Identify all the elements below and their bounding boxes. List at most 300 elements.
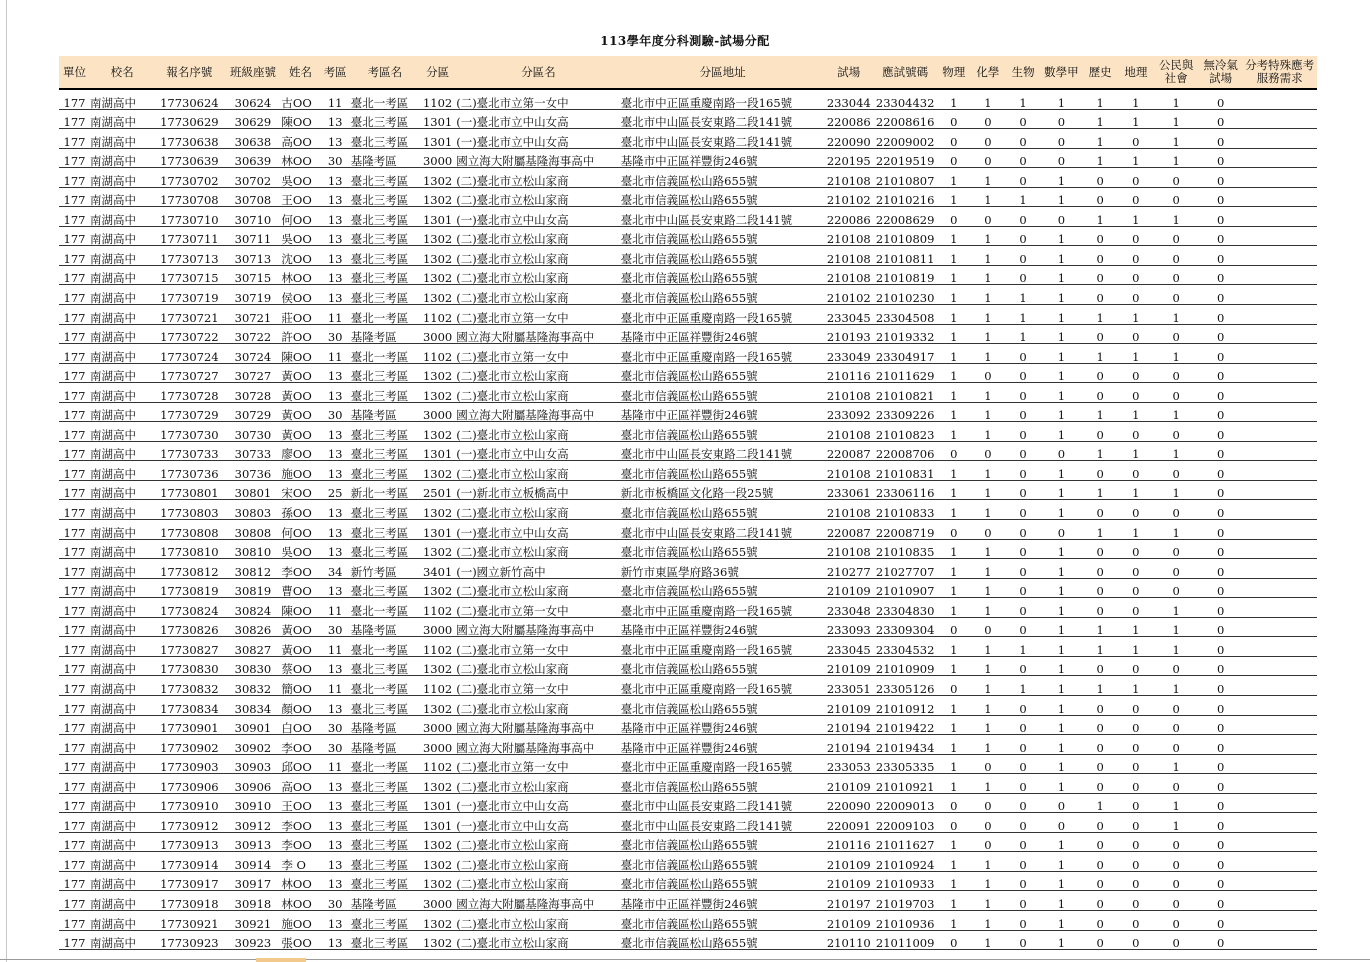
header-physics: 物理	[937, 56, 970, 89]
cell-physics: 1	[937, 305, 970, 325]
cell-chemistry: 1	[970, 344, 1005, 364]
table-row	[59, 363, 1317, 383]
cell-school: 南湖高中	[90, 852, 154, 872]
cell-class-seat: 30819	[225, 578, 282, 598]
cell-math-a: 1	[1041, 500, 1082, 520]
cell-exam-room: 233048	[824, 598, 873, 618]
cell-special-service	[1242, 832, 1317, 852]
header-no-ac-room: 無冷氣試場	[1199, 56, 1242, 89]
cell-district-name: (一)臺北市立中山女高	[456, 441, 620, 461]
cell-registration-no: 17730901	[154, 715, 224, 735]
cell-exam-room: 220090	[824, 793, 873, 813]
cell-unit: 177	[59, 265, 90, 285]
cell-special-service	[1242, 324, 1317, 344]
cell-chemistry: 1	[970, 89, 1005, 109]
cell-special-service	[1242, 89, 1317, 109]
cell-school: 南湖高中	[90, 637, 154, 657]
cell-biology: 0	[1006, 148, 1041, 168]
cell-no-ac-room: 0	[1199, 168, 1242, 188]
table-row	[59, 207, 1317, 227]
cell-special-service	[1242, 754, 1317, 774]
cell-special-service	[1242, 129, 1317, 149]
cell-registration-no: 17730803	[154, 500, 224, 520]
cell-civics: 0	[1153, 461, 1199, 481]
table-row	[59, 246, 1317, 266]
table-row	[59, 520, 1317, 540]
cell-unit: 177	[59, 774, 90, 794]
cell-unit: 177	[59, 617, 90, 637]
cell-exam-region: 13	[320, 246, 351, 266]
cell-exam-region: 13	[320, 129, 351, 149]
cell-physics: 1	[937, 852, 970, 872]
cell-special-service	[1242, 774, 1317, 794]
cell-history: 0	[1082, 715, 1118, 735]
cell-district-address: 臺北市信義區松山路655號	[621, 168, 825, 188]
cell-class-seat: 30914	[225, 852, 282, 872]
cell-no-ac-room: 0	[1199, 637, 1242, 657]
cell-physics: 1	[937, 168, 970, 188]
cell-district-name: (一)臺北市立中山女高	[456, 520, 620, 540]
cell-class-seat: 30826	[225, 617, 282, 637]
cell-name: 陳OO	[281, 598, 319, 618]
cell-exam-room: 210108	[824, 461, 873, 481]
cell-math-a: 1	[1041, 344, 1082, 364]
cell-history: 1	[1082, 148, 1118, 168]
cell-district: 1302	[419, 500, 456, 520]
cell-district-address: 臺北市信義區松山路655號	[621, 695, 825, 715]
table-row	[59, 930, 1317, 950]
cell-district-address: 臺北市中正區重慶南路一段165號	[621, 305, 825, 325]
cell-school: 南湖高中	[90, 793, 154, 813]
cell-exam-room: 210108	[824, 246, 873, 266]
cell-no-ac-room: 0	[1199, 363, 1242, 383]
cell-district: 1301	[419, 109, 456, 129]
cell-civics: 1	[1153, 754, 1199, 774]
cell-physics: 1	[937, 285, 970, 305]
cell-exam-room: 210109	[824, 695, 873, 715]
cell-school: 南湖高中	[90, 207, 154, 227]
cell-exam-region-name: 基隆考區	[351, 148, 419, 168]
cell-district: 1102	[419, 305, 456, 325]
cell-civics: 0	[1153, 422, 1199, 442]
cell-exam-number: 23304830	[873, 598, 937, 618]
table-row	[59, 324, 1317, 344]
cell-biology: 0	[1006, 578, 1041, 598]
cell-district: 1302	[419, 832, 456, 852]
cell-history: 1	[1082, 793, 1118, 813]
cell-exam-region: 30	[320, 617, 351, 637]
exam-assignment-table	[59, 56, 1317, 950]
cell-class-seat: 30923	[225, 930, 282, 950]
cell-unit: 177	[59, 324, 90, 344]
cell-history: 0	[1082, 285, 1118, 305]
cell-special-service	[1242, 344, 1317, 364]
header-exam-number: 應試號碼	[873, 56, 937, 89]
cell-history: 0	[1082, 695, 1118, 715]
cell-class-seat: 30719	[225, 285, 282, 305]
cell-history: 0	[1082, 910, 1118, 930]
cell-unit: 177	[59, 793, 90, 813]
cell-unit: 177	[59, 187, 90, 207]
cell-civics: 0	[1153, 324, 1199, 344]
cell-district-address: 臺北市中正區重慶南路一段165號	[621, 754, 825, 774]
cell-chemistry: 1	[970, 852, 1005, 872]
cell-physics: 1	[937, 89, 970, 109]
cell-geography: 1	[1118, 617, 1153, 637]
cell-geography: 0	[1118, 832, 1153, 852]
header-district-name: 分區名	[456, 56, 620, 89]
cell-biology: 0	[1006, 500, 1041, 520]
cell-exam-region: 13	[320, 813, 351, 833]
cell-exam-region: 13	[320, 207, 351, 227]
cell-unit: 177	[59, 89, 90, 109]
cell-history: 0	[1082, 656, 1118, 676]
cell-exam-room: 233053	[824, 754, 873, 774]
cell-exam-room: 233092	[824, 402, 873, 422]
header-civics: 公民與社會	[1153, 56, 1199, 89]
cell-chemistry: 1	[970, 285, 1005, 305]
cell-math-a: 1	[1041, 285, 1082, 305]
cell-class-seat: 30715	[225, 265, 282, 285]
cell-exam-number: 21011627	[873, 832, 937, 852]
cell-exam-room: 233051	[824, 676, 873, 696]
cell-name: 吳OO	[281, 539, 319, 559]
cell-district-name: (二)臺北市立松山家商	[456, 656, 620, 676]
cell-exam-room: 210108	[824, 168, 873, 188]
cell-geography: 0	[1118, 363, 1153, 383]
cell-civics: 0	[1153, 168, 1199, 188]
cell-school: 南湖高中	[90, 285, 154, 305]
cell-geography: 0	[1118, 383, 1153, 403]
cell-chemistry: 0	[970, 793, 1005, 813]
cell-math-a: 1	[1041, 656, 1082, 676]
sheet-tab-marker	[256, 958, 306, 962]
cell-registration-no: 17730722	[154, 324, 224, 344]
cell-district: 3000	[419, 891, 456, 911]
cell-geography: 0	[1118, 930, 1153, 950]
cell-district-address: 臺北市信義區松山路655號	[621, 422, 825, 442]
cell-geography: 1	[1118, 344, 1153, 364]
cell-school: 南湖高中	[90, 344, 154, 364]
table-row	[59, 383, 1317, 403]
cell-chemistry: 1	[970, 480, 1005, 500]
cell-special-service	[1242, 422, 1317, 442]
cell-school: 南湖高中	[90, 676, 154, 696]
cell-exam-room: 210277	[824, 559, 873, 579]
cell-district: 1302	[419, 187, 456, 207]
cell-exam-region: 13	[320, 109, 351, 129]
cell-math-a: 1	[1041, 774, 1082, 794]
cell-exam-region-name: 臺北三考區	[351, 852, 419, 872]
cell-registration-no: 17730801	[154, 480, 224, 500]
cell-physics: 1	[937, 637, 970, 657]
cell-district: 1102	[419, 344, 456, 364]
cell-class-seat: 30910	[225, 793, 282, 813]
page-left-edge	[6, 0, 7, 962]
cell-chemistry: 1	[970, 246, 1005, 266]
cell-district: 1302	[419, 285, 456, 305]
cell-physics: 1	[937, 559, 970, 579]
cell-exam-number: 21010924	[873, 852, 937, 872]
cell-district-name: (二)臺北市立松山家商	[456, 285, 620, 305]
cell-biology: 0	[1006, 852, 1041, 872]
cell-chemistry: 1	[970, 735, 1005, 755]
cell-unit: 177	[59, 109, 90, 129]
cell-school: 南湖高中	[90, 617, 154, 637]
cell-no-ac-room: 0	[1199, 402, 1242, 422]
cell-exam-region-name: 臺北三考區	[351, 910, 419, 930]
cell-name: 黃OO	[281, 402, 319, 422]
cell-civics: 1	[1153, 305, 1199, 325]
cell-physics: 1	[937, 461, 970, 481]
cell-registration-no: 17730808	[154, 520, 224, 540]
cell-name: 簡OO	[281, 676, 319, 696]
cell-no-ac-room: 0	[1199, 578, 1242, 598]
cell-district-name: (二)臺北市立松山家商	[456, 539, 620, 559]
cell-name: 黃OO	[281, 383, 319, 403]
cell-biology: 0	[1006, 910, 1041, 930]
table-row	[59, 344, 1317, 364]
cell-registration-no: 17730826	[154, 617, 224, 637]
cell-exam-room: 233045	[824, 637, 873, 657]
cell-special-service	[1242, 852, 1317, 872]
cell-special-service	[1242, 461, 1317, 481]
cell-exam-number: 21010907	[873, 578, 937, 598]
cell-civics: 1	[1153, 441, 1199, 461]
cell-district: 1302	[419, 539, 456, 559]
cell-exam-number: 21010921	[873, 774, 937, 794]
cell-physics: 1	[937, 578, 970, 598]
cell-school: 南湖高中	[90, 500, 154, 520]
cell-class-seat: 30638	[225, 129, 282, 149]
table-row	[59, 774, 1317, 794]
cell-physics: 0	[937, 441, 970, 461]
table-row	[59, 891, 1317, 911]
cell-biology: 0	[1006, 402, 1041, 422]
header-exam-region-name: 考區名	[351, 56, 419, 89]
cell-special-service	[1242, 168, 1317, 188]
cell-exam-region: 13	[320, 168, 351, 188]
cell-school: 南湖高中	[90, 109, 154, 129]
cell-exam-room: 210108	[824, 500, 873, 520]
cell-math-a: 0	[1041, 793, 1082, 813]
cell-exam-room: 210102	[824, 285, 873, 305]
cell-exam-number: 21010823	[873, 422, 937, 442]
cell-chemistry: 1	[970, 598, 1005, 618]
cell-unit: 177	[59, 715, 90, 735]
cell-exam-region-name: 臺北三考區	[351, 226, 419, 246]
cell-chemistry: 0	[970, 832, 1005, 852]
cell-exam-region-name: 新竹考區	[351, 559, 419, 579]
cell-math-a: 1	[1041, 461, 1082, 481]
table-body	[59, 89, 1317, 950]
cell-chemistry: 1	[970, 871, 1005, 891]
cell-history: 0	[1082, 168, 1118, 188]
cell-district: 1302	[419, 656, 456, 676]
cell-exam-region-name: 臺北一考區	[351, 598, 419, 618]
cell-geography: 0	[1118, 852, 1153, 872]
cell-math-a: 1	[1041, 852, 1082, 872]
cell-physics: 0	[937, 793, 970, 813]
cell-math-a: 1	[1041, 617, 1082, 637]
page-bottom-edge	[0, 959, 1370, 960]
cell-math-a: 1	[1041, 891, 1082, 911]
cell-unit: 177	[59, 441, 90, 461]
cell-no-ac-room: 0	[1199, 89, 1242, 109]
cell-registration-no: 17730710	[154, 207, 224, 227]
cell-exam-region: 11	[320, 89, 351, 109]
cell-history: 0	[1082, 363, 1118, 383]
cell-exam-region: 13	[320, 383, 351, 403]
cell-unit: 177	[59, 598, 90, 618]
cell-exam-region: 13	[320, 461, 351, 481]
cell-exam-region-name: 臺北三考區	[351, 695, 419, 715]
header-special-service: 分考特殊應考服務需求	[1242, 56, 1317, 89]
cell-district-address: 臺北市信義區松山路655號	[621, 187, 825, 207]
cell-exam-region: 13	[320, 930, 351, 950]
cell-unit: 177	[59, 754, 90, 774]
cell-geography: 1	[1118, 207, 1153, 227]
cell-chemistry: 0	[970, 520, 1005, 540]
cell-exam-region: 11	[320, 598, 351, 618]
cell-exam-region: 13	[320, 910, 351, 930]
cell-civics: 1	[1153, 617, 1199, 637]
cell-civics: 0	[1153, 695, 1199, 715]
cell-registration-no: 17730629	[154, 109, 224, 129]
cell-math-a: 1	[1041, 422, 1082, 442]
cell-exam-number: 21027707	[873, 559, 937, 579]
cell-chemistry: 1	[970, 187, 1005, 207]
cell-exam-room: 210193	[824, 324, 873, 344]
cell-class-seat: 30921	[225, 910, 282, 930]
cell-district: 3401	[419, 559, 456, 579]
cell-school: 南湖高中	[90, 148, 154, 168]
cell-biology: 0	[1006, 930, 1041, 950]
cell-registration-no: 17730810	[154, 539, 224, 559]
cell-special-service	[1242, 539, 1317, 559]
cell-registration-no: 17730906	[154, 774, 224, 794]
cell-class-seat: 30810	[225, 539, 282, 559]
cell-chemistry: 1	[970, 930, 1005, 950]
cell-chemistry: 0	[970, 207, 1005, 227]
cell-biology: 0	[1006, 754, 1041, 774]
cell-no-ac-room: 0	[1199, 754, 1242, 774]
cell-unit: 177	[59, 871, 90, 891]
cell-district-name: (二)臺北市立松山家商	[456, 383, 620, 403]
cell-chemistry: 1	[970, 559, 1005, 579]
cell-name: 白OO	[281, 715, 319, 735]
cell-exam-region-name: 臺北三考區	[351, 871, 419, 891]
cell-district-name: 國立海大附屬基隆海事高中	[456, 891, 620, 911]
cell-class-seat: 30708	[225, 187, 282, 207]
cell-chemistry: 1	[970, 422, 1005, 442]
cell-unit: 177	[59, 578, 90, 598]
cell-biology: 0	[1006, 598, 1041, 618]
cell-name: 林OO	[281, 871, 319, 891]
cell-exam-region: 13	[320, 500, 351, 520]
cell-school: 南湖高中	[90, 813, 154, 833]
table-row	[59, 187, 1317, 207]
cell-district-address: 臺北市信義區松山路655號	[621, 383, 825, 403]
cell-exam-room: 210109	[824, 774, 873, 794]
cell-district-address: 基隆市中正區祥豐街246號	[621, 715, 825, 735]
cell-physics: 1	[937, 910, 970, 930]
cell-special-service	[1242, 930, 1317, 950]
cell-history: 1	[1082, 520, 1118, 540]
cell-exam-region-name: 基隆考區	[351, 715, 419, 735]
cell-geography: 0	[1118, 813, 1153, 833]
cell-civics: 0	[1153, 578, 1199, 598]
header-district-address: 分區地址	[621, 56, 825, 89]
cell-registration-no: 17730727	[154, 363, 224, 383]
table-row	[59, 109, 1317, 129]
cell-registration-no: 17730827	[154, 637, 224, 657]
cell-registration-no: 17730721	[154, 305, 224, 325]
cell-math-a: 1	[1041, 754, 1082, 774]
cell-exam-number: 21010230	[873, 285, 937, 305]
cell-exam-region: 30	[320, 324, 351, 344]
cell-history: 0	[1082, 754, 1118, 774]
cell-no-ac-room: 0	[1199, 383, 1242, 403]
cell-registration-no: 17730812	[154, 559, 224, 579]
cell-biology: 1	[1006, 324, 1041, 344]
cell-district-name: (二)臺北市立第一女中	[456, 305, 620, 325]
cell-special-service	[1242, 578, 1317, 598]
cell-class-seat: 30902	[225, 735, 282, 755]
cell-district-address: 臺北市信義區松山路655號	[621, 363, 825, 383]
cell-biology: 0	[1006, 344, 1041, 364]
cell-name: 侯OO	[281, 285, 319, 305]
cell-chemistry: 1	[970, 383, 1005, 403]
table-row	[59, 148, 1317, 168]
cell-exam-region-name: 臺北三考區	[351, 207, 419, 227]
cell-district: 1301	[419, 129, 456, 149]
cell-history: 0	[1082, 774, 1118, 794]
cell-history: 1	[1082, 344, 1118, 364]
table-row	[59, 285, 1317, 305]
cell-exam-region: 13	[320, 520, 351, 540]
cell-exam-number: 21010835	[873, 539, 937, 559]
cell-class-seat: 30722	[225, 324, 282, 344]
cell-district-name: 國立海大附屬基隆海事高中	[456, 735, 620, 755]
cell-exam-region-name: 臺北一考區	[351, 305, 419, 325]
cell-district-address: 基隆市中正區祥豐街246號	[621, 148, 825, 168]
cell-no-ac-room: 0	[1199, 871, 1242, 891]
cell-civics: 1	[1153, 793, 1199, 813]
cell-exam-room: 210109	[824, 910, 873, 930]
cell-name: 高OO	[281, 129, 319, 149]
cell-exam-region: 13	[320, 793, 351, 813]
cell-school: 南湖高中	[90, 520, 154, 540]
cell-exam-number: 23305126	[873, 676, 937, 696]
cell-physics: 1	[937, 539, 970, 559]
cell-district: 1302	[419, 578, 456, 598]
cell-civics: 0	[1153, 500, 1199, 520]
cell-biology: 0	[1006, 695, 1041, 715]
cell-exam-number: 21010933	[873, 871, 937, 891]
cell-district: 3000	[419, 402, 456, 422]
cell-district-address: 臺北市信義區松山路655號	[621, 578, 825, 598]
cell-exam-region-name: 臺北三考區	[351, 246, 419, 266]
cell-math-a: 1	[1041, 871, 1082, 891]
cell-math-a: 0	[1041, 813, 1082, 833]
cell-no-ac-room: 0	[1199, 676, 1242, 696]
cell-exam-region-name: 臺北三考區	[351, 383, 419, 403]
cell-name: 張OO	[281, 930, 319, 950]
cell-name: 吳OO	[281, 226, 319, 246]
cell-exam-region: 30	[320, 891, 351, 911]
cell-registration-no: 17730902	[154, 735, 224, 755]
